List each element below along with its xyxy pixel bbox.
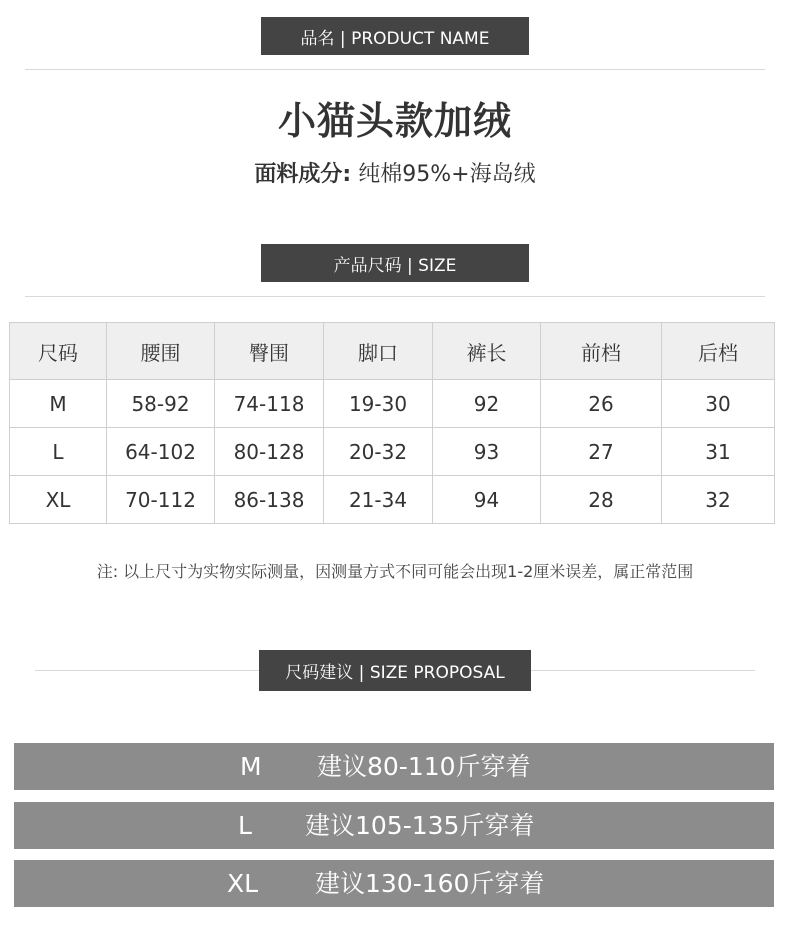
fabric-composition: [0, 157, 790, 188]
table-cell: 32: [662, 476, 775, 524]
table-cell: 31: [662, 428, 775, 476]
proposal-text: 建议105-135斤穿着: [305, 811, 535, 840]
header-length: 裤长: [433, 323, 541, 380]
section-label-product-name: 品名 | PRODUCT NAME: [261, 17, 529, 55]
section-label-size-proposal: 尺码建议 | SIZE PROPOSAL: [259, 650, 531, 691]
measurement-note: 注: 以上尺寸为实物实际测量，因测量方式不同可能会出现1-2厘米误差，属正常范围: [96, 562, 694, 581]
header-waist: 腰围: [107, 323, 215, 380]
table-cell: 20-32: [324, 428, 433, 476]
divider-line: [25, 296, 765, 297]
table-row: [10, 428, 775, 476]
table-cell: XL: [10, 476, 107, 524]
size-table: [9, 322, 775, 524]
table-cell: 26: [541, 380, 662, 428]
table-cell: L: [10, 428, 107, 476]
table-cell: 27: [541, 428, 662, 476]
table-cell: 30: [662, 380, 775, 428]
table-cell: M: [10, 380, 107, 428]
divider-line: [25, 69, 765, 70]
header-size: 尺码: [10, 323, 107, 380]
table-cell: 92: [433, 380, 541, 428]
header-back-rise: 后档: [662, 323, 775, 380]
table-cell: 21-34: [324, 476, 433, 524]
table-header-row: [10, 323, 775, 380]
proposal-size: XL: [227, 869, 259, 898]
header-front-rise: 前档: [541, 323, 662, 380]
header-hip: 臀围: [215, 323, 324, 380]
table-row: [10, 476, 775, 524]
proposal-bar-xl: [14, 860, 774, 907]
fabric-label: 面料成分:: [254, 162, 352, 187]
proposal-size: M: [240, 752, 262, 781]
proposal-bar-m: [14, 743, 774, 790]
table-cell: 19-30: [324, 380, 433, 428]
proposal-text: 建议80-110斤穿着: [317, 752, 531, 781]
section-label-size: 产品尺码 | SIZE: [261, 244, 529, 282]
proposal-size: L: [238, 811, 252, 840]
table-cell: 28: [541, 476, 662, 524]
table-cell: 70-112: [107, 476, 215, 524]
table-cell: 86-138: [215, 476, 324, 524]
table-cell: 94: [433, 476, 541, 524]
table-cell: 80-128: [215, 428, 324, 476]
product-title: 小猫头款加绒: [277, 99, 512, 143]
table-cell: 58-92: [107, 380, 215, 428]
proposal-text: 建议130-160斤穿着: [315, 869, 545, 898]
table-cell: 64-102: [107, 428, 215, 476]
header-leg-opening: 脚口: [324, 323, 433, 380]
table-cell: 93: [433, 428, 541, 476]
fabric-value: 纯棉95%+海岛绒: [358, 162, 536, 187]
table-row: [10, 380, 775, 428]
proposal-bar-l: [14, 802, 774, 849]
table-cell: 74-118: [215, 380, 324, 428]
